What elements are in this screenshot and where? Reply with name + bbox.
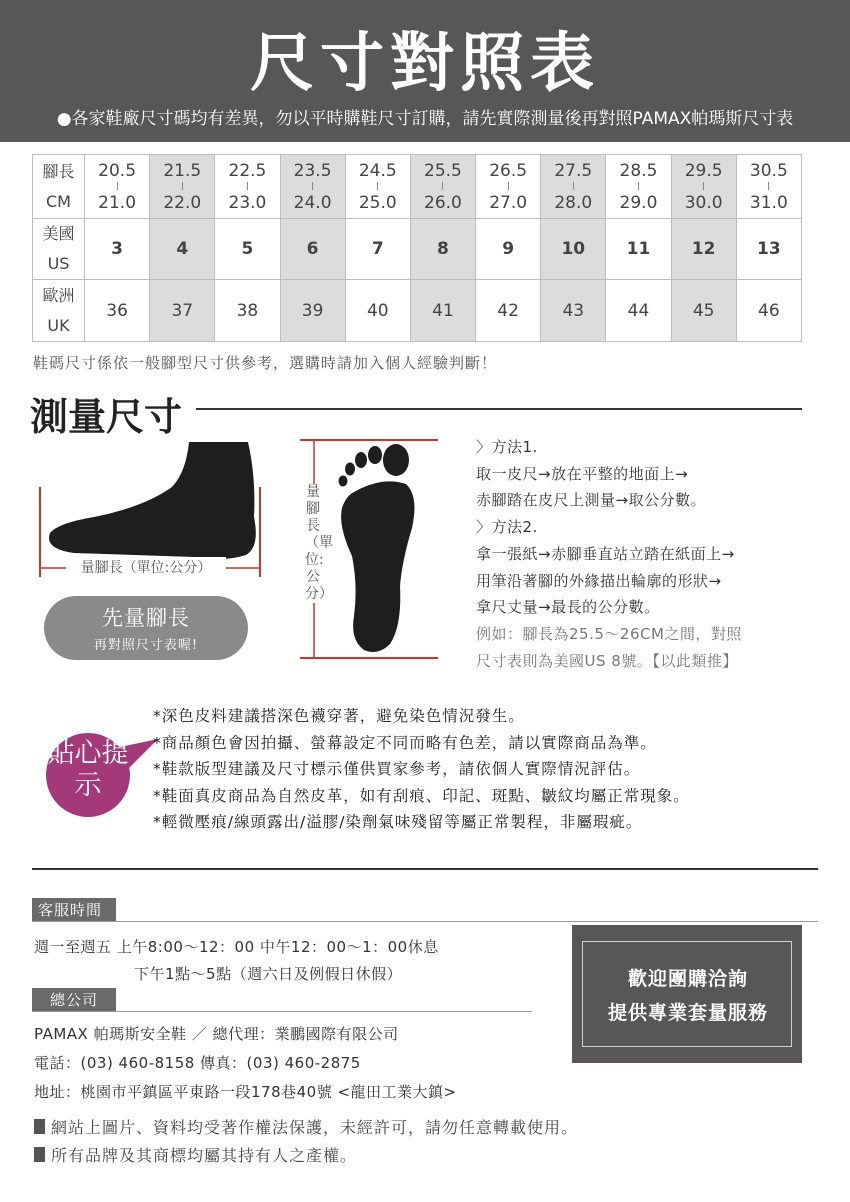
service-hours-line: 下午1點～5點（週六日及例假日休假） <box>134 965 403 983</box>
company-name: PAMAX 帕瑪斯安全鞋 ／ 總代理：業鵬國際有限公司 <box>34 1025 399 1043</box>
company-tag: 總公司 <box>32 988 116 1012</box>
promo-line: 歡迎團購洽詢 <box>627 968 748 990</box>
us-size-cell: 10 <box>541 219 606 280</box>
measure-methods <box>476 434 742 674</box>
header-note: ●各家鞋廠尺寸碼均有差異，勿以平時購鞋尺寸訂購，請先實際測量後再對照PAMAX帕瑪斯尺寸表 <box>56 109 794 129</box>
method-2-step: 拿尺丈量→最長的公分數。 <box>476 598 660 617</box>
side-measure-caption: 量腳長（單位:公分） <box>66 557 226 577</box>
cm-cell: 27.5 28.0 <box>541 155 606 219</box>
cm-cell: 20.5 21.0 <box>85 155 150 219</box>
cm-cell: 26.5 27.0 <box>476 155 541 219</box>
us-size-cell: 4 <box>150 219 215 280</box>
method-1-step: 赤腳踏在皮尺上測量→取公分數。 <box>476 491 707 510</box>
table-note: 鞋碼尺寸係依一般腳型尺寸供參考，選購時請加入個人經驗判斷！ <box>33 354 498 372</box>
tip-item: *鞋款版型建議及尺寸標示僅供買家參考，請依個人實際情況評估。 <box>153 760 641 778</box>
eu-size-cell: 42 <box>476 280 541 342</box>
measure-first-badge: 先量腳長 再對照尺寸表喔! <box>44 596 248 660</box>
cm-cell: 28.5 29.0 <box>606 155 671 219</box>
us-size-cell: 3 <box>85 219 150 280</box>
company-address: 地址：桃園市平鎮區平東路一段178巷40號 <龍田工業大鎮> <box>34 1083 457 1101</box>
square-bullet-icon <box>34 1147 45 1162</box>
eu-size-cell: 43 <box>541 280 606 342</box>
promo-frame <box>582 941 792 1047</box>
us-size-cell: 11 <box>606 219 671 280</box>
service-hours-tag: 客服時間 <box>32 898 116 922</box>
promo-line: 提供專業套量服務 <box>607 1002 768 1024</box>
cm-cell: 23.5 24.0 <box>280 155 345 219</box>
method-1-heading: 〉方法1. <box>476 438 538 456</box>
us-size-cell: 5 <box>215 219 280 280</box>
table-row-us <box>33 219 802 280</box>
example-text: 例如：腳長為25.5～26CM之間，對照 <box>476 624 742 643</box>
tips-list <box>153 703 690 836</box>
table-row-cm <box>33 155 802 219</box>
row-label-eu: 歐洲 UK <box>33 280 85 342</box>
service-hours-line: 週一至週五 上午8:00～12：00 中午12：00～1：00休息 <box>34 938 439 956</box>
eu-size-cell: 36 <box>85 280 150 342</box>
eu-size-cell: 38 <box>215 280 280 342</box>
eu-size-cell: 39 <box>280 280 345 342</box>
section-title-measure: 測量尺寸 <box>30 394 183 439</box>
cm-cell: 25.5 26.0 <box>410 155 475 219</box>
row-label-cm: 腳長 CM <box>33 155 85 219</box>
tip-item: *深色皮料建議搭深色襪穿著，避免染色情況發生。 <box>153 707 525 725</box>
method-1-step: 取一皮尺→放在平整的地面上→ <box>476 464 689 483</box>
header-banner <box>0 0 850 142</box>
table-row-eu <box>33 280 802 342</box>
copyright-notice: 網站上圖片、資料均受著作權法保護，未經許可，請勿任意轉載使用。 <box>34 1115 578 1138</box>
us-size-cell: 6 <box>280 219 345 280</box>
us-size-cell: 9 <box>476 219 541 280</box>
eu-size-cell: 41 <box>410 280 475 342</box>
us-size-cell: 8 <box>410 219 475 280</box>
cm-cell: 21.5 22.0 <box>150 155 215 219</box>
group-buy-promo <box>572 925 802 1063</box>
method-2-step: 用筆沿著腳的外緣描出輪廓的形狀→ <box>476 571 722 590</box>
eu-size-cell: 46 <box>736 280 801 342</box>
size-chart-table <box>32 154 802 342</box>
company-phone: 電話：(03) 460-8158 傳真：(03) 460-2875 <box>34 1054 361 1072</box>
method-2-heading: 〉方法2. <box>476 518 538 537</box>
trademark-notice: 所有品牌及其商標均屬其持有人之產權。 <box>34 1143 357 1166</box>
eu-size-cell: 44 <box>606 280 671 342</box>
row-label-us: 美國 US <box>33 219 85 280</box>
cm-cell: 30.5 31.0 <box>736 155 801 219</box>
cm-cell: 29.5 30.0 <box>671 155 736 219</box>
tip-item: *鞋面真皮商品為自然皮革，如有刮痕、印記、斑點、皺紋均屬正常現象。 <box>153 786 690 805</box>
cm-cell: 24.5 25.0 <box>345 155 410 219</box>
tip-item: *商品顏色會因拍攝、螢幕設定不同而略有色差，請以實際商品為準。 <box>153 733 657 752</box>
divider <box>196 408 802 410</box>
us-size-cell: 12 <box>671 219 736 280</box>
eu-size-cell: 40 <box>345 280 410 342</box>
cm-cell: 22.5 23.0 <box>215 155 280 219</box>
eu-size-cell: 37 <box>150 280 215 342</box>
divider <box>32 921 818 922</box>
page-title: 尺寸對照表 <box>250 26 600 101</box>
example-text: 尺寸表則為美國US 8號。【以此類推】 <box>476 651 738 670</box>
eu-size-cell: 45 <box>671 280 736 342</box>
divider <box>32 868 818 870</box>
tip-badge-text: 貼心提示 <box>47 738 129 801</box>
sole-measure-caption: 量腳長（單位:公分） <box>305 484 333 602</box>
tip-item: *輕微壓痕/線頭露出/溢膠/染劑氣味殘留等屬正常製程，非屬瑕疵。 <box>153 813 643 831</box>
us-size-cell: 7 <box>345 219 410 280</box>
divider <box>32 1011 532 1012</box>
us-size-cell: 13 <box>736 219 801 280</box>
square-bullet-icon <box>34 1119 45 1134</box>
method-2-step: 拿一張紙→赤腳垂直站立踏在紙面上→ <box>476 544 735 563</box>
